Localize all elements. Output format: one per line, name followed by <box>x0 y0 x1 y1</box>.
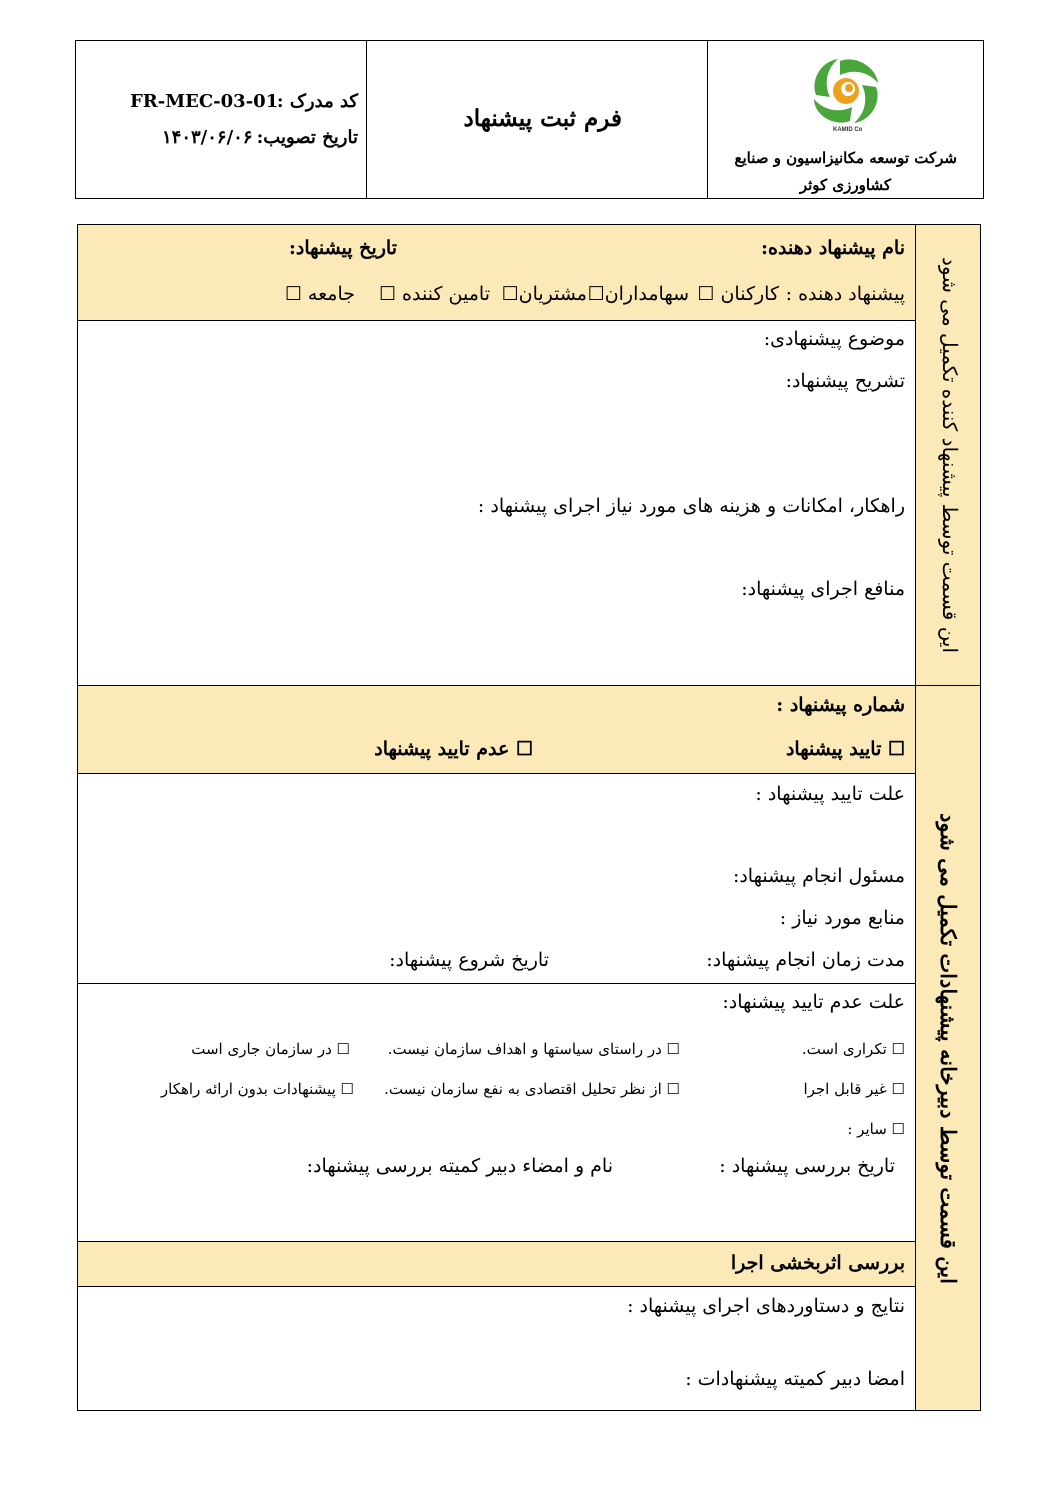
proposer-name-label: نام پیشنهاد دهنده: <box>761 237 905 259</box>
resources-label: منابع مورد نیاز : <box>779 907 905 929</box>
reason-duplicate[interactable]: ☐ تکراری است. <box>801 1040 905 1058</box>
results-label: نتایج و دستاوردهای اجرای پیشنهاد : <box>627 1295 905 1317</box>
proposer-band <box>78 225 915 321</box>
review-date-label: تاریخ بررسی پیشنهاد : <box>719 1155 895 1177</box>
company-name-line2: کشاورزی کوثر <box>799 176 891 194</box>
option-employees[interactable]: کارکنان ☐ <box>697 283 779 305</box>
reason-in-progress[interactable]: ☐ در سازمان جاری است <box>191 1040 350 1058</box>
effectiveness-title: بررسی اثربخشی اجرا <box>730 1252 905 1274</box>
option-society[interactable]: جامعه ☐ <box>284 283 355 305</box>
proposal-form <box>77 224 981 1411</box>
title-cell <box>366 41 707 198</box>
reason-no-solution[interactable]: ☐ پیشنهادات بدون ارائه راهکار <box>160 1080 354 1098</box>
approval-date-value: ۱۴۰۳/۰۶/۰۶ <box>162 127 253 148</box>
effectiveness-band <box>78 1241 915 1287</box>
responsible-label: مسئول انجام پیشنهاد: <box>732 865 905 887</box>
form-title: فرم ثبت پیشنهاد <box>463 105 622 132</box>
section1-side-column <box>915 225 980 685</box>
reason-other[interactable]: ☐ سایر : <box>847 1120 905 1138</box>
solution-label: راهکار، امکانات و هزینه های مورد نیاز اجرای پیشنهاد : <box>477 495 905 517</box>
reject-reason-label: علت عدم تایید پیشنهاد: <box>722 991 905 1013</box>
approve-checkbox[interactable]: ☐ تایید پیشنهاد <box>785 738 905 760</box>
secretary-sign-label: نام و امضاء دبیر کمیته بررسی پیشنهاد: <box>306 1155 613 1177</box>
reason-not-economic[interactable]: ☐ از نظر تحلیل اقتصادی به نفع سازمان نیست. <box>384 1080 680 1098</box>
company-name-line1: شرکت توسعه مکانیزاسیون و صنایع <box>734 149 957 167</box>
duration-label: مدت زمان انجام پیشنهاد: <box>706 949 905 971</box>
approve-reason-label: علت تایید پیشنهاد : <box>755 783 905 805</box>
section2-side-label: این قسمت توسط دبیرخانه پیشنهادات تکمیل می شود <box>936 813 961 1284</box>
logo-text: KAMID Co <box>833 127 863 133</box>
description-label: تشریح پیشنهاد: <box>785 370 905 392</box>
section2-side-column <box>915 685 980 1410</box>
reason-not-feasible[interactable]: ☐ غیر قابل اجرا <box>803 1080 905 1098</box>
divider <box>78 983 915 984</box>
benefits-label: منافع اجرای پیشنهاد: <box>741 578 905 600</box>
decision-band <box>78 685 915 774</box>
option-customers[interactable]: مشتریان☐ <box>501 283 587 305</box>
option-shareholders[interactable]: سهامداران☐ <box>587 283 689 305</box>
reason-not-aligned[interactable]: ☐ در راستای سیاستها و اهداف سازمان نیست. <box>387 1040 680 1058</box>
doc-info-cell <box>76 41 366 198</box>
proposal-number-label: شماره پیشنهاد : <box>776 694 905 716</box>
section1-side-label: این قسمت توسط پیشنهاد کننده تکمیل می شود <box>938 256 962 654</box>
option-suppliers[interactable]: تامین کننده ☐ <box>378 283 490 305</box>
proposer-type-label: پیشنهاد دهنده : <box>785 283 905 305</box>
company-cell <box>707 41 985 198</box>
document-header <box>75 40 984 199</box>
approval-date-label: تاریخ تصویب: <box>256 127 358 148</box>
proposal-date-label: تاریخ پیشنهاد: <box>288 237 397 259</box>
committee-sign-label: امضا دبیر کمیته پیشنهادات : <box>685 1368 905 1390</box>
doc-code-label: کد مدرک : <box>276 91 358 112</box>
reject-checkbox[interactable]: ☐ عدم تایید پیشنهاد <box>374 738 533 760</box>
doc-code-value: FR-MEC-03-01 <box>130 91 279 112</box>
subject-label: موضوع پیشنهادی: <box>763 328 905 350</box>
start-date-label: تاریخ شروع پیشنهاد: <box>389 949 549 971</box>
company-logo-icon <box>803 53 889 133</box>
